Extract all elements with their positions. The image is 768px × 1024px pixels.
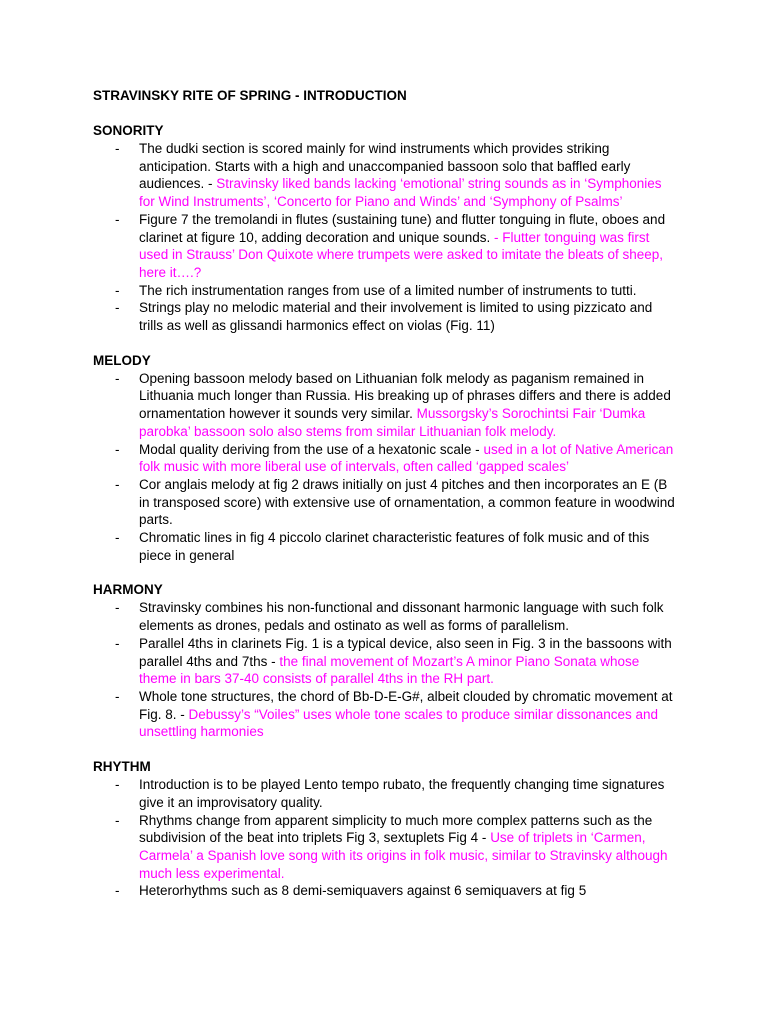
bullet-item: [93, 370, 678, 441]
bullet-text: The rich instrumentation ranges from use of a limited number of instruments to tutti.: [139, 282, 637, 298]
bullet-text: Introduction is to be played Lento tempo rubato, the frequently changing time signatures give it an improvisatory quality.: [139, 777, 665, 810]
bullet-dash: -: [115, 635, 120, 651]
highlight-note: - Flutter tonguing was first used in Strauss’ Don Quixote where trumpets were asked to imitate the bleats of sheep, here it….?: [139, 229, 664, 280]
highlight-note: Debussy’s “Voiles” uses whole tone scales to produce similar dissonances and unsettling harmonies: [139, 706, 659, 740]
bullet-dash: -: [115, 812, 120, 828]
highlight-note: Stravinsky liked bands lacking ‘emotional’ string sounds as in ‘Symphonies for Wind Instruments’, ‘Concerto for Piano and Winds’ and ‘Symphony of Psalms’: [139, 176, 662, 210]
bullet-item: [93, 812, 678, 883]
document-body: [93, 87, 678, 900]
bullet-text: The dudki section is scored mainly for wind instruments which provides striking anticipation. Starts with a high and unaccompanied bassoon solo that baffled early audiences. -: [139, 141, 631, 192]
bullet-list: [93, 370, 678, 565]
bullet-text: Opening bassoon melody based on Lithuanian folk melody as paganism remained in Lithuania much longer than Russia. His breaking up of phrases differs and there is added ornamentation however it sounds very similar.: [139, 370, 671, 422]
section-heading: MELODY: [93, 352, 151, 368]
bullet-item: [93, 776, 678, 811]
section-sonority: [93, 122, 678, 335]
bullet-dash: -: [115, 883, 120, 899]
highlight-note: Mussorgsky’s Sorochintsi Fair ‘Dumka parobka’ bassoon solo also stems from similar Lithuanian folk melody.: [139, 406, 646, 439]
bullet-item: [93, 688, 678, 741]
bullet-item: [93, 476, 678, 529]
bullet-dash: -: [115, 476, 120, 492]
bullet-item: [93, 599, 678, 634]
bullet-list: [93, 140, 678, 335]
bullet-item: [93, 635, 678, 688]
bullet-dash: -: [115, 141, 120, 156]
section-melody: [93, 352, 678, 565]
highlight-note: used in a lot of Native American folk music with more liberal use of intervals, often called ‘gapped scales’: [139, 441, 674, 475]
bullet-dash: -: [115, 688, 120, 704]
bullet-text: Strings play no melodic material and their involvement is limited to using pizzicato and trills as well as glissandi harmonics effect on violas (Fig. 11): [139, 300, 653, 334]
bullet-text: Cor anglais melody at fig 2 draws initially on just 4 pitches and then incorporates an E (B in transposed score) with extensive use of ornamentation, a common feature in woodwind parts.: [139, 476, 675, 528]
section-rhythm: [93, 758, 678, 900]
bullet-list: [93, 599, 678, 741]
bullet-dash: -: [115, 441, 120, 457]
bullet-item: [93, 441, 678, 476]
bullet-text: Whole tone structures, the chord of Bb-D-E-G#, albeit clouded by chromatic movement at Fig. 8. -: [139, 688, 673, 722]
section-heading: SONORITY: [93, 123, 164, 138]
bullet-dash: -: [115, 211, 120, 227]
bullet-item: [93, 140, 678, 211]
section-heading: RHYTHM: [93, 759, 151, 775]
bullet-item: [93, 882, 678, 900]
bullet-text: Parallel 4ths in clarinets Fig. 1 is a typical device, also seen in Fig. 3 in the bassoons with parallel 4ths and 7ths -: [139, 635, 672, 669]
bullet-list: [93, 776, 678, 900]
bullet-text: Heterorhythms such as 8 demi-semiquavers against 6 semiquavers at fig 5: [139, 883, 587, 899]
bullet-item: [93, 529, 678, 564]
highlight-note: Use of triplets in ‘Carmen, Carmela’ a Spanish love song with its origins in folk music, similar to Stravinsky although much less experimental.: [139, 830, 668, 881]
bullet-text: Modal quality deriving from the use of a hexatonic scale -: [139, 441, 484, 457]
bullet-dash: -: [115, 530, 120, 546]
bullet-dash: -: [115, 370, 120, 386]
bullet-text: Rhythms change from apparent simplicity to much more complex patterns such as the subdivision of the beat into triplets Fig 3, sextuplets Fig 4 -: [139, 812, 653, 846]
bullet-dash: -: [115, 300, 120, 316]
highlight-note: the final movement of Mozart’s A minor Piano Sonata whose theme in bars 37-40 consists of parallel 4ths in the RH part.: [139, 653, 640, 687]
bullet-dash: -: [115, 600, 120, 616]
bullet-dash: -: [115, 777, 120, 793]
bullet-dash: -: [115, 282, 120, 298]
bullet-text: Chromatic lines in fig 4 piccolo clarinet characteristic features of folk music and of this piece in general: [139, 530, 650, 563]
bullet-text: Stravinsky combines his non-functional and dissonant harmonic language with such folk elements as drones, pedals and ostinato as well as forms of parallelism.: [139, 600, 664, 634]
section-harmony: [93, 581, 678, 741]
bullet-item: [93, 211, 678, 282]
section-heading: HARMONY: [93, 582, 163, 598]
bullet-item: [93, 299, 678, 334]
document-title: STRAVINSKY RITE OF SPRING - INTRODUCTION: [93, 88, 407, 103]
bullet-text: Figure 7 the tremolandi in flutes (sustaining tune) and flutter tonguing in flute, oboes and clarinet at figure 10, adding decoration and unique sounds.: [139, 211, 666, 245]
bullet-item: [93, 282, 678, 300]
